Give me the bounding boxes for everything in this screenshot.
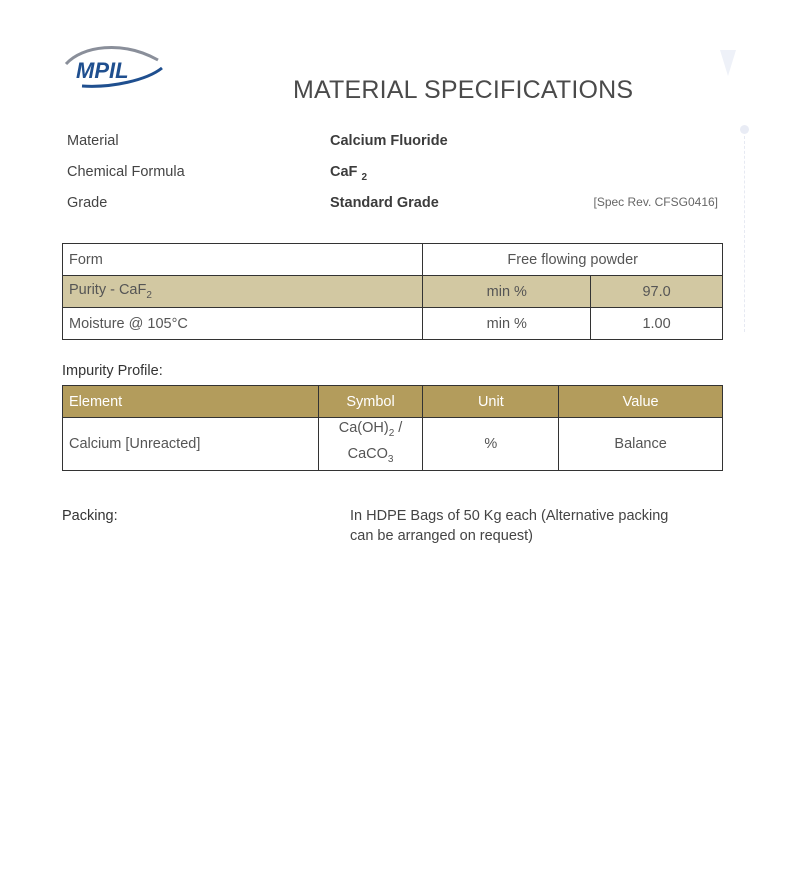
- impurity-symbol: [318, 418, 423, 471]
- column-header-unit: Unit: [423, 386, 559, 418]
- logo-text: MPIL: [76, 58, 129, 83]
- impurity-heading: Impurity Profile:: [62, 363, 163, 379]
- table-row: [63, 308, 723, 340]
- moisture-label: Moisture @ 105°C: [63, 308, 423, 340]
- purity-label: [63, 276, 423, 308]
- material-value: Calcium Fluoride: [330, 133, 448, 149]
- table-row: [63, 244, 723, 276]
- grade-value: Standard Grade: [330, 195, 439, 211]
- moisture-value: 1.00: [591, 308, 723, 340]
- material-label: Material: [67, 133, 119, 149]
- column-header-value: Value: [559, 386, 723, 418]
- purity-label-text: Purity - CaF: [69, 282, 147, 299]
- purity-subscript: 2: [146, 289, 152, 301]
- formula-base: CaF: [330, 164, 358, 180]
- formula-value: [330, 164, 367, 183]
- formula-subscript: 2: [361, 171, 367, 183]
- spec-revision: [Spec Rev. CFSG0416]: [593, 195, 718, 209]
- impurity-unit: %: [423, 418, 559, 471]
- purity-value: 97.0: [591, 276, 723, 308]
- grade-label: Grade: [67, 195, 108, 211]
- corner-decoration: [700, 48, 738, 78]
- page-title: MATERIAL SPECIFICATIONS: [293, 76, 634, 104]
- table-row: [63, 276, 723, 308]
- symbol-b: CaCO: [347, 445, 388, 462]
- packing-value: In HDPE Bags of 50 Kg each (Alternative packing can be arranged on request): [350, 508, 669, 544]
- decorative-line: [744, 136, 745, 332]
- symbol-b-subscript: 3: [387, 453, 394, 465]
- form-label: Form: [63, 244, 423, 276]
- symbol-separator: /: [394, 420, 403, 436]
- purity-unit: min %: [423, 276, 591, 308]
- decorative-dot: [740, 125, 749, 134]
- table-row: [63, 418, 723, 471]
- company-logo: [62, 42, 166, 88]
- formula-label: Chemical Formula: [67, 164, 185, 180]
- column-header-element: Element: [63, 386, 319, 418]
- spec-table: [62, 243, 723, 340]
- table-header-row: [63, 386, 723, 418]
- impurity-value: Balance: [559, 418, 723, 471]
- packing-label: Packing:: [62, 508, 118, 524]
- symbol-a-subscript: 2: [388, 427, 395, 439]
- symbol-a: Ca(OH): [338, 420, 389, 436]
- column-header-symbol: Symbol: [318, 386, 423, 418]
- moisture-unit: min %: [423, 308, 591, 340]
- impurity-table: [62, 385, 723, 471]
- form-value: Free flowing powder: [423, 244, 723, 276]
- impurity-element: Calcium [Unreacted]: [63, 418, 319, 471]
